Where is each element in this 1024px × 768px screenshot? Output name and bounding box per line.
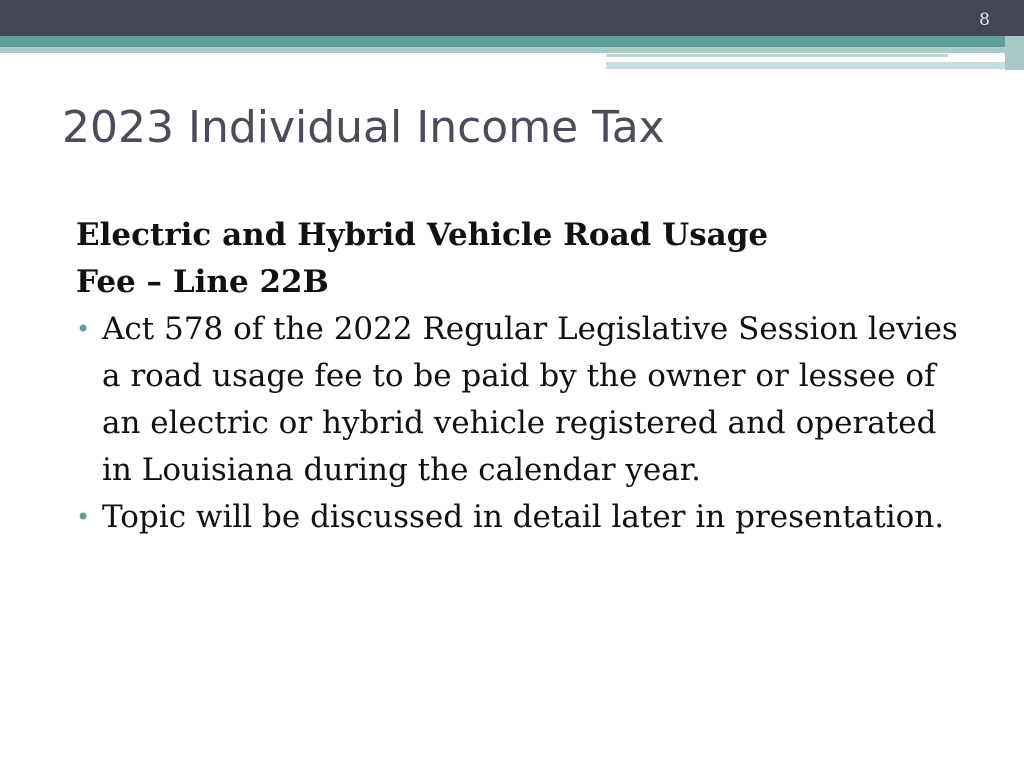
header-right-strip xyxy=(1005,36,1024,70)
bullet-text: Topic will be discussed in detail later in presentation. xyxy=(102,499,945,535)
section-heading xyxy=(76,212,976,306)
page-number: 8 xyxy=(979,10,990,30)
slide-title: 2023 Individual Income Tax xyxy=(62,102,665,153)
header-accent-band xyxy=(0,36,1005,47)
section-heading-line-1: Electric and Hybrid Vehicle Road Usage xyxy=(76,217,769,253)
section-heading-line-2: Fee – Line 22B xyxy=(76,264,329,300)
slide-content xyxy=(76,212,976,541)
header-accent-line xyxy=(606,54,948,57)
bullet-item xyxy=(76,494,976,541)
bullet-item xyxy=(76,306,976,494)
round-bullet-icon: • xyxy=(76,315,91,343)
header-accent-light-band xyxy=(0,47,1005,53)
round-bullet-icon: • xyxy=(76,503,91,531)
header-accent-line-lower xyxy=(606,62,1005,69)
bullet-text: Act 578 of the 2022 Regular Legislative Session levies a road usage fee to be paid by the owner or lessee of an electric or hybrid vehicle registered and operated in Louisiana during the calendar year. xyxy=(102,311,958,488)
header-band xyxy=(0,0,1024,36)
bullet-list xyxy=(76,306,976,541)
